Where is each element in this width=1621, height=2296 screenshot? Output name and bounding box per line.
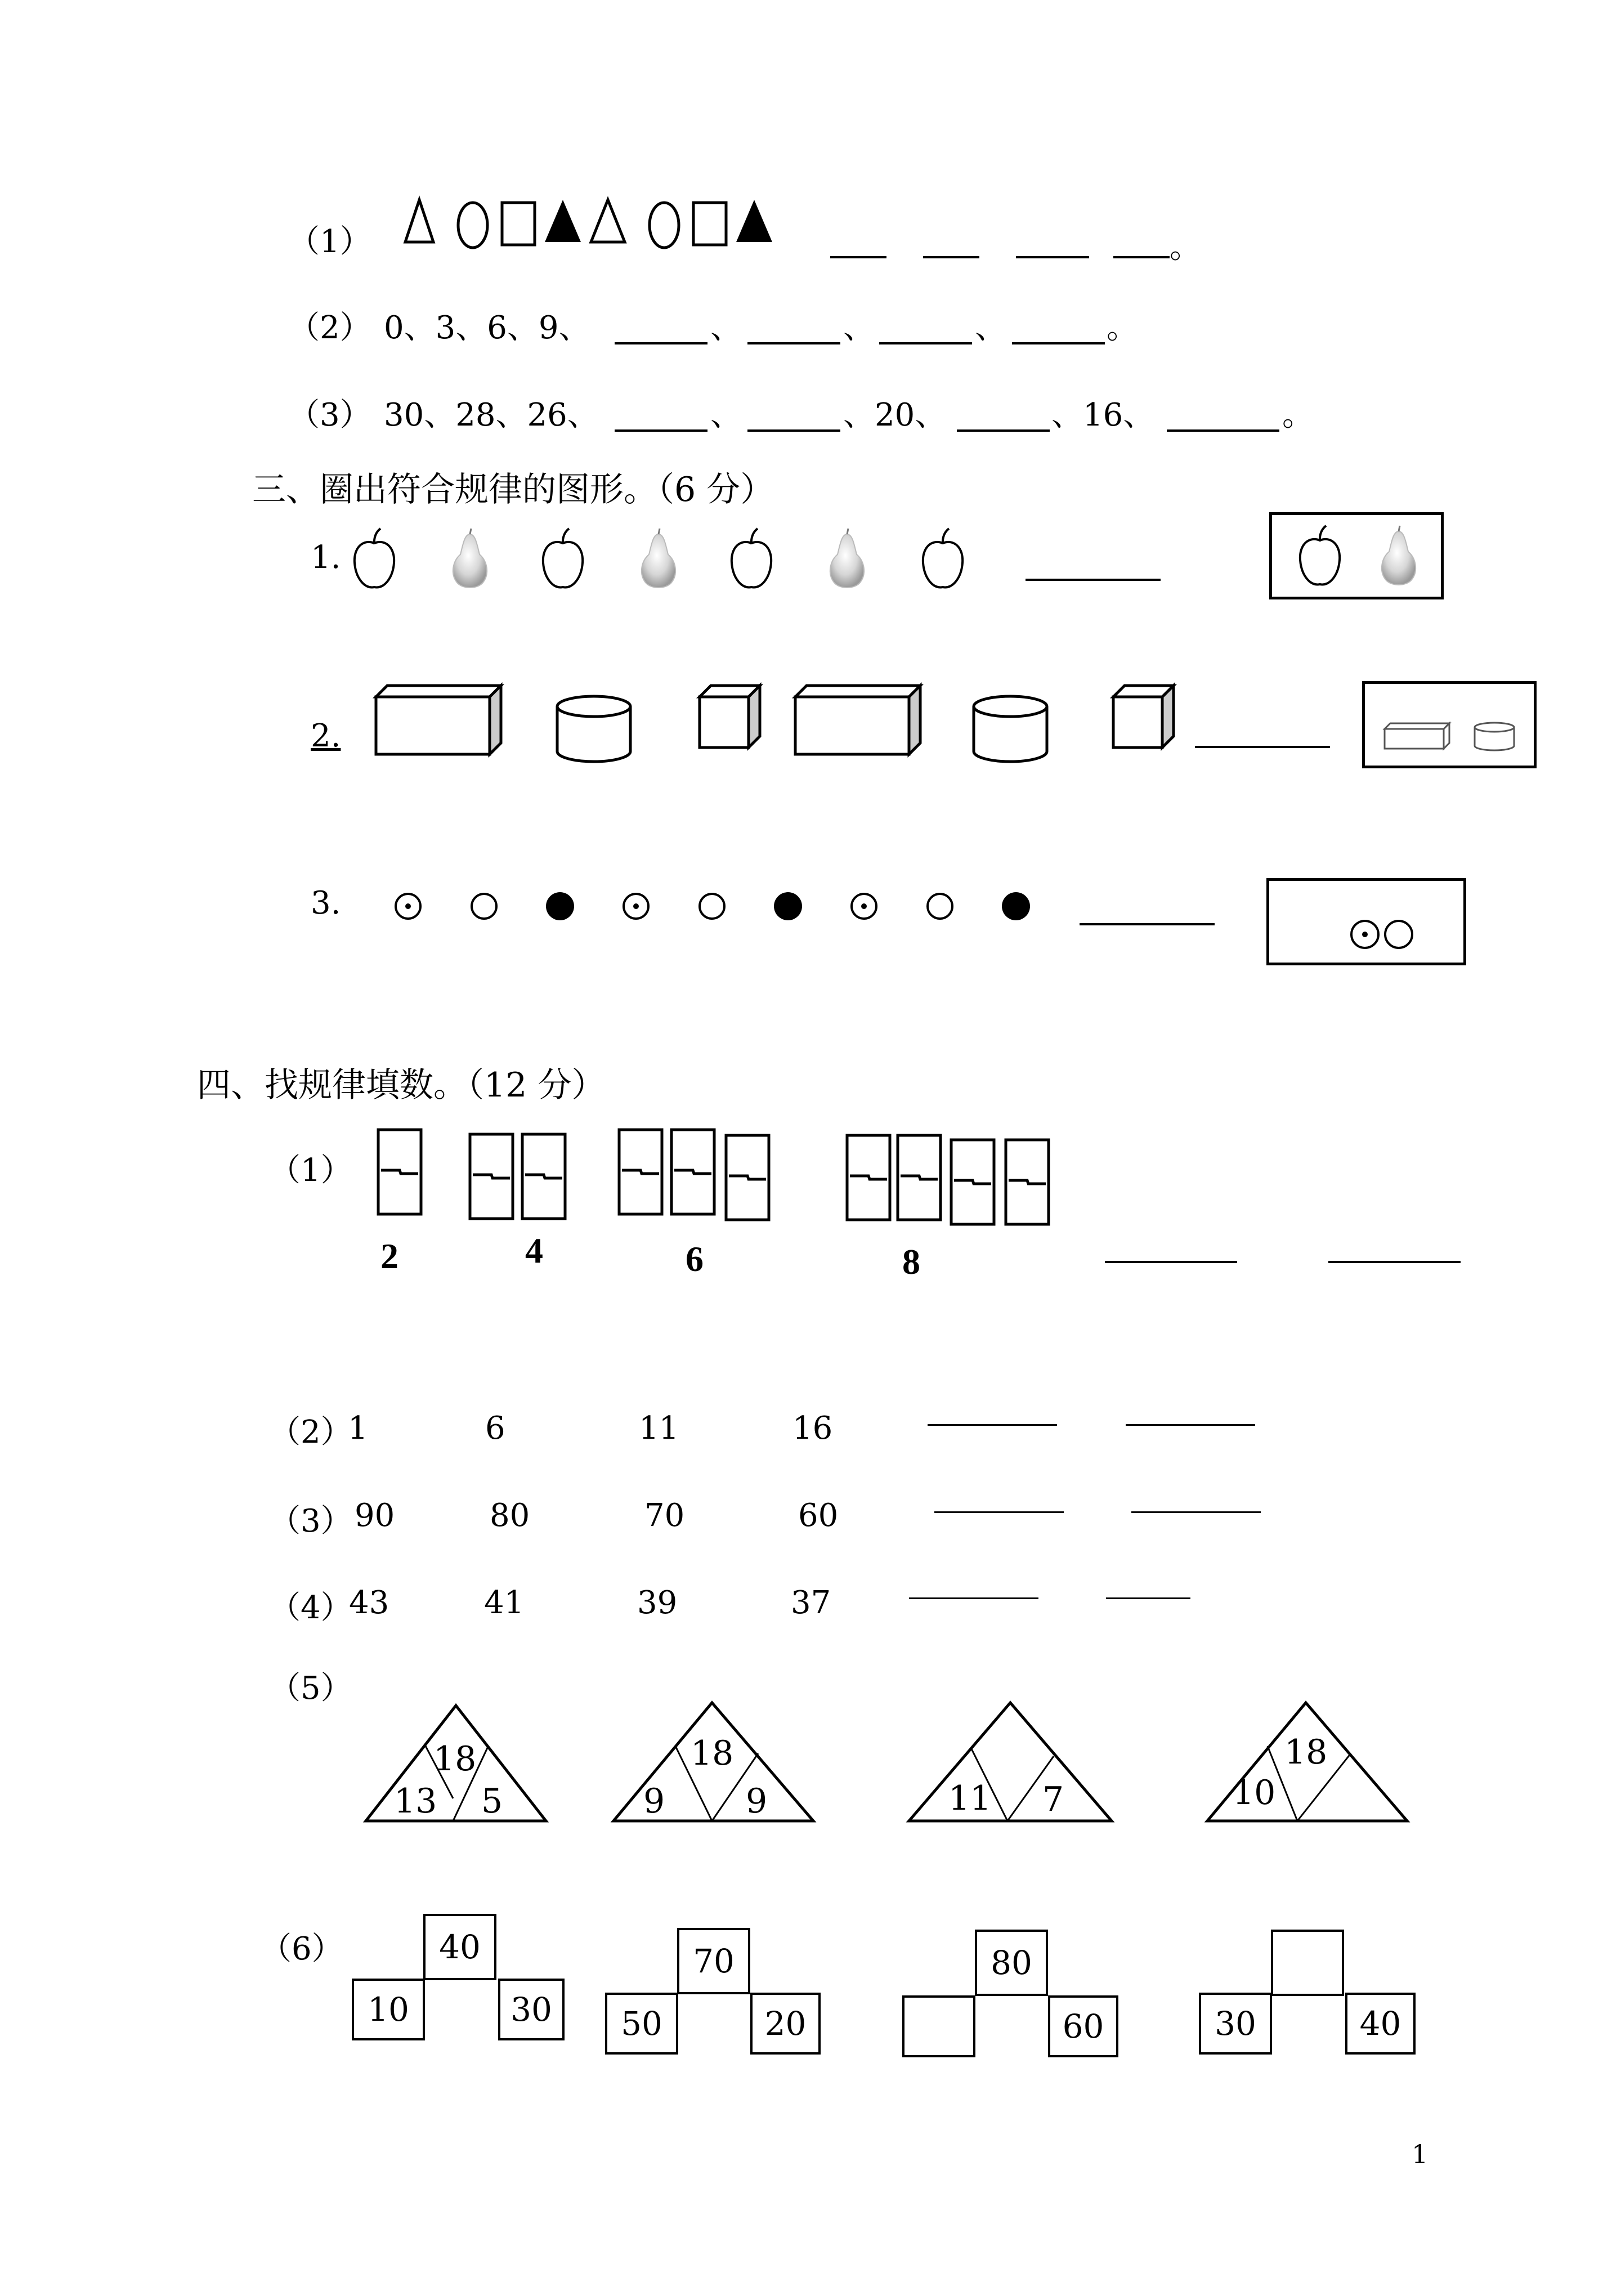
item2-answer-blank[interactable]: [1195, 746, 1330, 748]
box-left[interactable]: [902, 1995, 975, 2057]
q3-terms: 30、28、26、: [384, 397, 599, 433]
box-top: 40: [423, 1914, 496, 1980]
triangle-right-number: 5: [481, 1782, 503, 1821]
triangle-3: [906, 1700, 1114, 1827]
p2-number: 1: [348, 1410, 368, 1447]
q2-blank[interactable]: [1012, 342, 1105, 344]
section3-heading: 三、圈出符合规律的图形。（6 分）: [252, 470, 774, 509]
item2-choice-solids: [1382, 720, 1528, 754]
page-number: 1: [1412, 2139, 1429, 2169]
p4-blank[interactable]: [1106, 1597, 1190, 1599]
item2-choice-box[interactable]: [1362, 681, 1537, 768]
q2-label: （2）: [288, 310, 371, 346]
item3-label: 3.: [311, 885, 341, 921]
q2-blank[interactable]: [879, 342, 972, 344]
p3-number: 70: [644, 1497, 685, 1534]
q3-sep: 、: [710, 397, 742, 433]
q3-blank[interactable]: [747, 429, 840, 432]
box-left: 50: [605, 1993, 678, 2055]
triangle-right-number: 9: [746, 1782, 768, 1821]
p2-blank[interactable]: [1126, 1424, 1255, 1426]
p4-number: 43: [349, 1585, 389, 1621]
q2-sep: 、: [710, 310, 742, 346]
p1-stick-groups: [371, 1123, 1069, 1227]
q1-end: 。: [1170, 229, 1201, 266]
q1-blank[interactable]: [1113, 256, 1170, 258]
p2-number: 11: [639, 1410, 679, 1447]
p4-number: 39: [637, 1585, 678, 1621]
triangle-left-number: 11: [948, 1779, 992, 1818]
box-top[interactable]: [1271, 1930, 1344, 1996]
q2-sep: 、: [975, 310, 1006, 346]
triangle-top-number: 18: [433, 1739, 477, 1779]
q2-blank[interactable]: [747, 342, 840, 344]
q1-label: （1）: [288, 223, 371, 260]
p1-blank[interactable]: [1105, 1261, 1237, 1263]
triangle-top-number: 18: [691, 1734, 734, 1773]
p1-label: （1）: [269, 1152, 352, 1189]
section4-heading: 四、找规律填数。（12 分）: [197, 1066, 606, 1105]
q3-mid2: 、16、: [1051, 397, 1155, 433]
triangle-right-number: 7: [1042, 1780, 1064, 1819]
p3-label: （3）: [269, 1503, 352, 1539]
box-right: 30: [498, 1979, 565, 2040]
p5-label: （5）: [269, 1670, 352, 1707]
q2-blank[interactable]: [615, 342, 707, 344]
p2-number: 6: [485, 1410, 505, 1447]
p3-blank[interactable]: [1131, 1511, 1261, 1513]
p3-number: 60: [798, 1497, 839, 1534]
box-right: 20: [750, 1993, 821, 2055]
p1-number: 2: [380, 1236, 398, 1276]
box-top: 80: [975, 1930, 1048, 1996]
p2-blank[interactable]: [928, 1424, 1057, 1426]
q3-mid1: 、20、: [843, 397, 947, 433]
triangle-1: [363, 1703, 549, 1827]
p3-blank[interactable]: [934, 1511, 1064, 1513]
q3-blank[interactable]: [957, 429, 1050, 432]
q1-blank[interactable]: [923, 256, 979, 258]
q1-blank[interactable]: [1016, 256, 1089, 258]
q1-shape-sequence: [394, 194, 788, 256]
p4-blank[interactable]: [909, 1597, 1038, 1599]
box-right: 40: [1345, 1993, 1416, 2055]
p4-label: （4）: [269, 1590, 352, 1626]
item3-choice-circles: [1348, 915, 1421, 954]
q3-end: 。: [1282, 397, 1314, 433]
q3-blank[interactable]: [1167, 429, 1279, 432]
p3-number: 80: [490, 1497, 530, 1534]
q3-label: （3）: [288, 397, 371, 433]
p4-number: 41: [484, 1585, 525, 1621]
q2-end: 。: [1107, 310, 1138, 346]
p4-number: 37: [791, 1585, 831, 1621]
item3-circle-sequence: [388, 884, 1053, 929]
triangle-left-number: 10: [1233, 1773, 1276, 1812]
p2-number: 16: [792, 1410, 833, 1447]
q1-blank[interactable]: [830, 256, 886, 258]
q3-blank[interactable]: [615, 429, 707, 432]
item1-choice-box[interactable]: [1269, 512, 1444, 599]
item2-label: 2.: [311, 718, 341, 754]
p1-number: 4: [525, 1230, 543, 1270]
triangle-4: [1204, 1700, 1413, 1827]
item3-answer-blank[interactable]: [1080, 923, 1215, 925]
q2-sep: 、: [843, 310, 875, 346]
box-left: 10: [352, 1979, 425, 2040]
p3-number: 90: [355, 1497, 395, 1534]
triangle-left-number: 13: [394, 1782, 437, 1821]
box-top: 70: [677, 1928, 750, 1994]
p1-number: 8: [902, 1242, 920, 1282]
box-right: 60: [1048, 1995, 1118, 2057]
triangle-top-number: 18: [1284, 1733, 1328, 1772]
p2-label: （2）: [269, 1414, 352, 1451]
item1-label: 1.: [311, 539, 341, 576]
p1-number: 6: [686, 1239, 704, 1279]
item2-solid-sequence: [371, 675, 1193, 760]
box-left: 30: [1199, 1993, 1272, 2055]
triangle-2: [611, 1700, 819, 1827]
item1-fruit-sequence: [343, 521, 985, 599]
item1-choice-fruits: [1292, 523, 1427, 591]
p1-blank[interactable]: [1328, 1261, 1461, 1263]
p6-label: （6）: [260, 1931, 343, 1967]
item3-choice-box[interactable]: [1266, 878, 1466, 965]
triangle-left-number: 9: [643, 1782, 665, 1821]
q2-terms: 0、3、6、9、: [384, 310, 590, 346]
item1-answer-blank[interactable]: [1026, 579, 1161, 581]
